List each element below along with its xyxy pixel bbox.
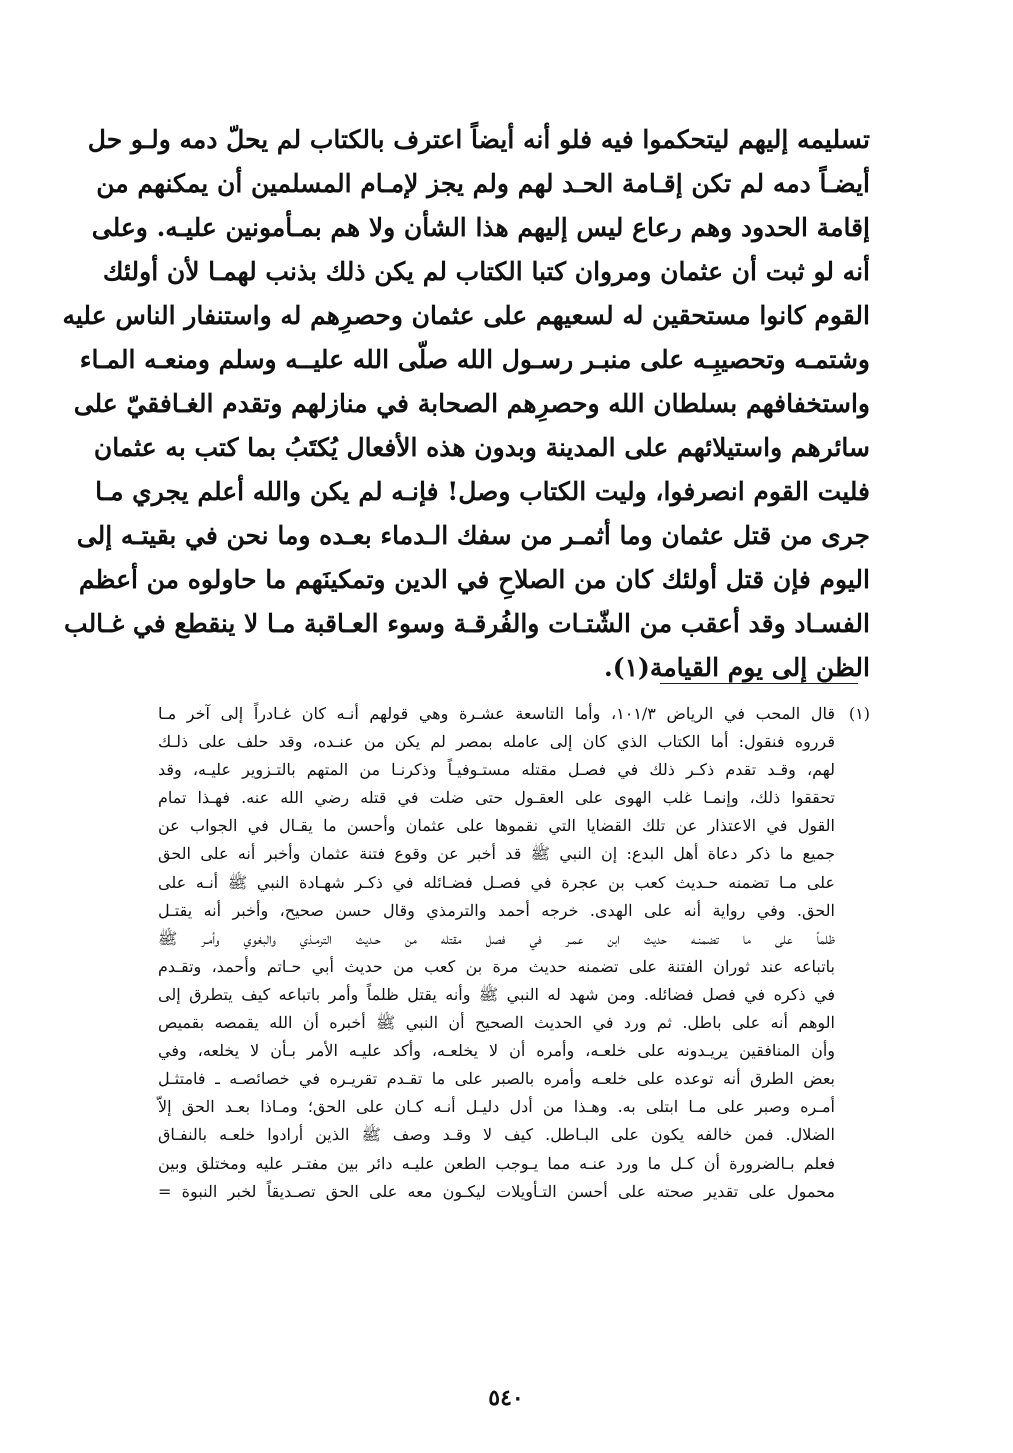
main-line: الفسـاد وقد أعقب من الشّتـات والفُرقـة وسوء العـاقبة مـا لا ينقطع في غـالب [64, 609, 870, 638]
footnote-divider [660, 683, 858, 684]
main-line: القوم كانوا مستحقين له لسعيهم على عثمان وحصرِهم له واستنفار الناس عليه [62, 301, 870, 330]
main-line: إقامة الحدود وهم رعاع ليس إليهم هذا الشأن ولا هم بمـأمونين عليـه. وعلى [91, 213, 870, 242]
footnote-line: على مـا تضمنه حـديث كعب بن عجرة في فصـل فضـائله في ذكـر شهـادة النبي ﷺ أنـه على [158, 872, 835, 892]
main-line: جرى من قتل عثمان وما أثمـر من سفك الـدماء بعـده وما نحن في بقيتـه إلى [76, 521, 870, 550]
footnote-line: بعض الطرق أنه توعده على خلعـه وأمره بالصبر على ما تقـدم تقريـره في خصائصـه ـ فامتثـل [158, 1069, 835, 1089]
footnote-line: قرروه فنقول: أما الكتاب الذي كان إلى عامله بمصر لم يكن من عنـده، وقد حلف على ذلـك [158, 732, 835, 752]
footnote-line: ظلماً على ما تضمنـه حديث ابن عمـر في فصل مقتله من حـديث الترمـذي والبغوي وأمـر ﷺ [158, 928, 836, 948]
footnote-line: باتباعه عند ثوران الفتنة على تضمنه حديث مرة بن كعب من حديث أبي حـاتم وأحمد، وتقـدم [158, 956, 835, 976]
footnote-line: جميع ما ذكر دعاة أهل البدع: إن النبي ﷺ قد أخبر عن وقوع فتنة عثمان وأخبر أنه على الحق [158, 844, 835, 864]
footnote-line: محمول على تقدير صحته على أحسن التـأويلات ليكـون معه على الحق تصـديقاً لخبر النبوة = [158, 1181, 835, 1201]
footnote-marker: (١) [848, 704, 870, 723]
main-line: تسليمه إليهم ليتحكموا فيه فلو أنه أيضاً اعترف بالكتاب لم يحلّ دمه ولـو حل [87, 125, 870, 154]
page-number: ٥٤٠ [488, 1385, 524, 1411]
main-line: وشتمـه وتحصيبِـه على منبـر رسـول الله صلّى الله عليــه وسلم ومنعـه المـاء [79, 345, 870, 374]
footnote [158, 700, 835, 1206]
main-line: أيضـاً دمه لم تكن إقـامة الحـد لهم ولم يجز لإمـام المسلمين أن يمكنهم من [96, 169, 870, 198]
footnote-line: فعلم بـالضرورة أن كـل ما ورد عنـه مما يـوجب الطعن عليـه دائر بين مفتـر عليه ومختلق وبين [158, 1153, 835, 1173]
footnote-line: لهم، وقـد تقدم ذكـر ذلك في فصـل مقتله مستـوفيـاً وذكرنـا من المتهم بالتـزوير عليـه، وقد [158, 760, 835, 780]
main-line: اليوم فإن قتل أولئك كان من الصلاحِ في الدين وتمكينَهم ما حاولوه من أعظم [78, 565, 870, 594]
main-text [62, 118, 870, 690]
main-line: واستخفافهم بسلطان الله وحصرِهم الصحابة في منازلهم وتقدم الغـافقيّ على [73, 389, 870, 418]
footnote-line: الوهم أنه على باطل. ثم ورد في الحديث الصحيح أن النبي ﷺ أخبره أن الله يقمصه بقميص [158, 1013, 835, 1033]
footnote-line: في ذكره في فصل فضائله. ومن شهد له النبي ﷺ وأنه يقتل ظلماً وأمر باتباعه كيف يتطرق إلى [158, 984, 835, 1004]
footnote-line: تحققوا ذلك، وإنمـا غلب الهوى على العقـول حتى ضلت في قتله رضي الله عنه. فهـذا تمام [158, 788, 835, 808]
footnote-line: الضلال. فمن خالفه يكون على البـاطل. كيف لا وقـد وصف ﷺ الذين أرادوا خلعـه بالنفـاق [158, 1125, 835, 1145]
footnote-line: وأن المنافقين يريـدونه على خلعـه، وأمره أن لا يخلعـه، وأكد عليـه الأمر بـأن لا يخلعه، وفي [158, 1041, 835, 1061]
footnote-line: أمـره وصبر على مـا ابتلى به. وهـذا من أدل دليـل أنـه كـان على الحق؛ ومـاذا بعـد الحق إلاّ [158, 1097, 835, 1117]
footnote-line: قال المحب في الرياض ١٠١/٣، وأما التاسعة عشـرة وهي قولهم أنـه كان غـادراً إلى آخر مـا [158, 704, 835, 723]
footnote-line: القول في الاعتذار عن تلك القضايا التي نقموها على عثمان وأحسن ما يقـال في الجواب عن [158, 816, 835, 836]
main-line: أنه لو ثبت أن عثمان ومروان كتبا الكتاب لم يكن ذلك بذنب لهمـا لأن أولئك [102, 257, 870, 286]
main-line-last: الظن إلى يوم القيامة(١). [604, 653, 870, 682]
main-line: فليت القوم انصرفوا، وليت الكتاب وصل! فإنـه لم يكن والله أعلم يجري مـا [95, 477, 870, 506]
footnote-line: الحق. وفي رواية أنه على الهدى. خرجه أحمد والترمذي وقال حسن صحيح، وأخبر أنه يقتـل [158, 900, 835, 920]
main-line: سائرهم واستيلائهم على المدينة وبدون هذه الأفعال يُكتَبُ بما كتب به عثمان [93, 433, 870, 462]
